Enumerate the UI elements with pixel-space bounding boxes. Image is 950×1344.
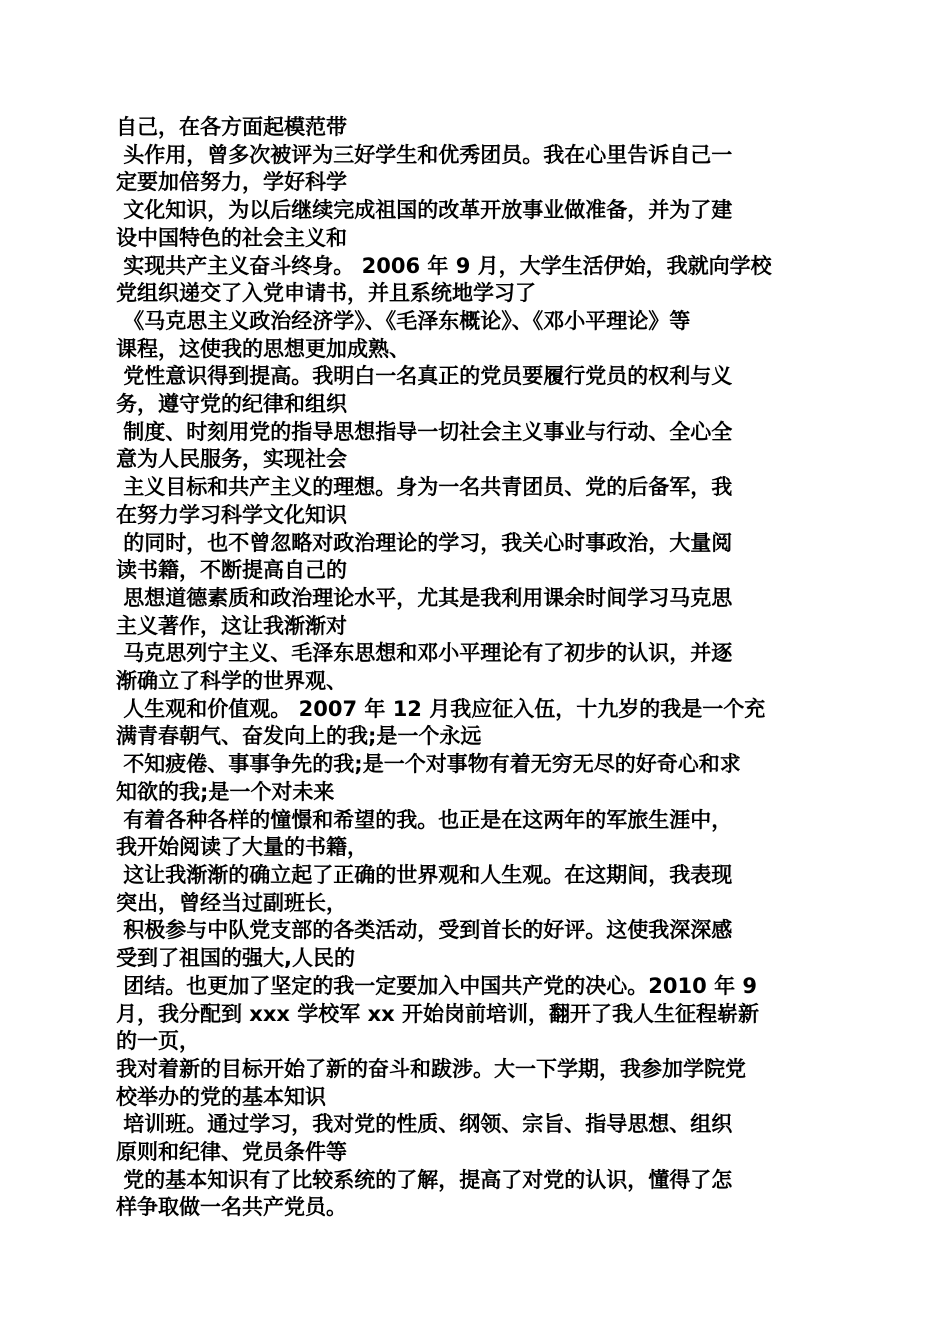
text-line: 受到了祖国的强大,人民的: [116, 946, 355, 971]
body-text: [116, 114, 836, 1222]
text-line: 马克思列宁主义、毛泽东思想和邓小平理论有了初步的认识，并逐: [116, 641, 733, 666]
text-line: 主义著作，这让我渐渐对: [116, 613, 347, 638]
text-line: 《马克思主义政治经济学》、《毛泽东概论》、《邓小平理论》等: [116, 308, 691, 333]
text-line: 培训班。通过学习，我对党的性质、纲领、宗旨、指导思想、组织: [116, 1112, 733, 1137]
text-line: 有着各种各样的憧憬和希望的我。也正是在这两年的军旅生涯中，: [116, 807, 733, 832]
text-line: 读书籍，不断提高自己的: [116, 558, 347, 583]
text-line: 务，遵守党的纪律和组织: [116, 392, 347, 417]
text-line: 人生观和价值观。 2007 年 12 月我应征入伍，十九岁的我是一个充: [116, 696, 766, 721]
text-line: 思想道德素质和政治理论水平，尤其是我利用课余时间学习马克思: [116, 585, 733, 610]
text-line: 主义目标和共产主义的理想。身为一名共青团员、党的后备军，我: [116, 475, 733, 500]
text-line: 样争取做一名共产党员。: [116, 1195, 347, 1220]
text-line: 不知疲倦、事事争先的我;是一个对事物有着无穷无尽的好奇心和求: [116, 752, 741, 777]
text-line: 这让我渐渐的确立起了正确的世界观和人生观。在这期间，我表现: [116, 862, 733, 887]
text-line: 党组织递交了入党申请书，并且系统地学习了: [116, 281, 536, 306]
text-line: 党的基本知识有了比较系统的了解，提高了对党的认识，懂得了怎: [116, 1167, 733, 1192]
text-line: 文化知识，为以后继续完成祖国的改革开放事业做准备，并为了建: [116, 198, 733, 223]
text-line: 突出，曾经当过副班长，: [116, 890, 347, 915]
text-line: 意为人民服务，实现社会: [116, 447, 347, 472]
text-line: 定要加倍努力，学好科学: [116, 170, 347, 195]
text-line: 制度、时刻用党的指导思想指导一切社会主义事业与行动、全心全: [116, 419, 733, 444]
text-line: 知欲的我;是一个对未来: [116, 779, 335, 804]
text-line: 设中国特色的社会主义和: [116, 225, 347, 250]
text-line: 课程，这使我的思想更加成熟、: [116, 336, 410, 361]
text-line: 的同时，也不曾忽略对政治理论的学习，我关心时事政治，大量阅: [116, 530, 733, 555]
text-line: 在努力学习科学文化知识: [116, 502, 347, 527]
text-line: 校举办的党的基本知识: [116, 1084, 326, 1109]
text-line: 团结。也更加了坚定的我一定要加入中国共产党的决心。2010 年 9: [116, 973, 757, 998]
text-line: 我开始阅读了大量的书籍，: [116, 835, 368, 860]
text-line: 头作用，曾多次被评为三好学生和优秀团员。我在心里告诉自己一: [116, 142, 733, 167]
text-line: 月，我分配到 xxx 学校军 xx 开始岗前培训，翻开了我人生征程崭新: [116, 1001, 759, 1026]
text-line: 积极参与中队党支部的各类活动，受到首长的好评。这使我深深感: [116, 918, 733, 943]
text-line: 的一页，: [116, 1029, 200, 1054]
text-line: 实现共产主义奋斗终身。 2006 年 9 月，大学生活伊始，我就向学校: [116, 253, 772, 278]
text-line: 满青春朝气、奋发向上的我;是一个永远: [116, 724, 482, 749]
text-line: 渐确立了科学的世界观、: [116, 669, 347, 694]
text-line: 原则和纪律、党员条件等: [116, 1140, 347, 1165]
text-line: 我对着新的目标开始了新的奋斗和跋涉。大一下学期，我参加学院党: [116, 1056, 746, 1081]
text-line: 自己，在各方面起模范带: [116, 115, 347, 139]
text-line: 党性意识得到提高。我明白一名真正的党员要履行党员的权利与义: [116, 364, 733, 389]
